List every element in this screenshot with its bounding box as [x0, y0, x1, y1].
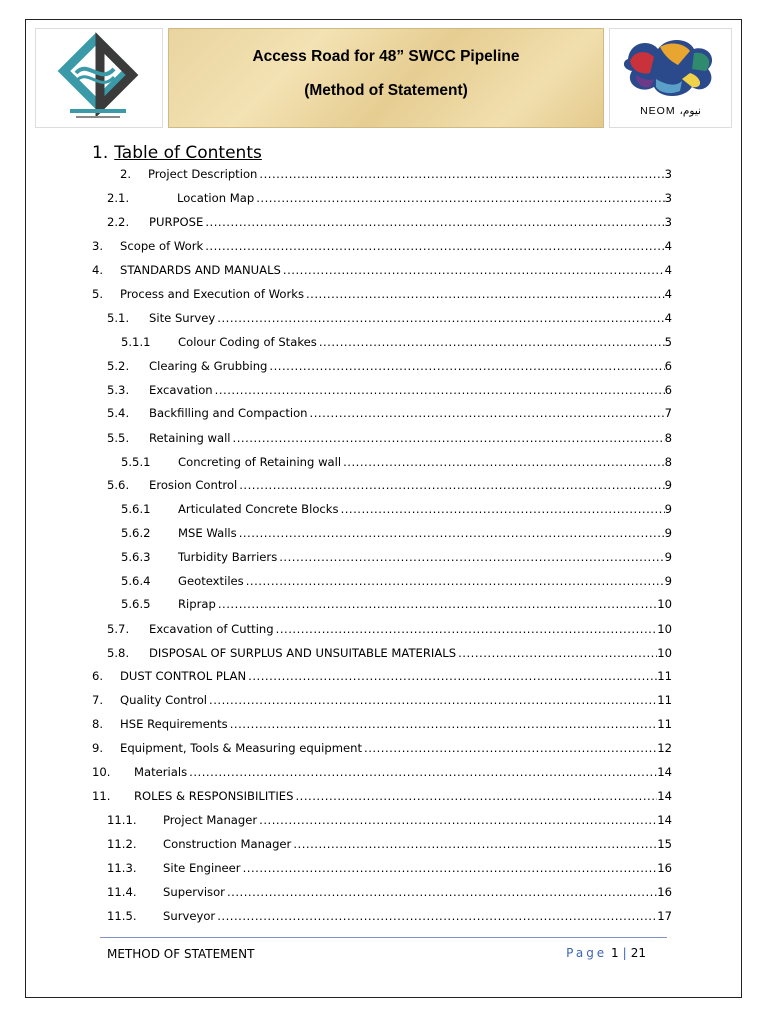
toc-leader-dots	[227, 884, 657, 900]
toc-entry-label: Site Engineer	[163, 861, 241, 875]
toc-entry[interactable]	[92, 358, 672, 374]
toc-entry-page: 11	[657, 693, 672, 707]
toc-entry-page: 4	[664, 287, 672, 301]
toc-entry[interactable]	[92, 621, 672, 637]
toc-leader-dots	[310, 405, 665, 421]
toc-entry-number: 5.3.	[107, 383, 130, 397]
toc-entry-page: 8	[664, 431, 672, 445]
toc-leader-dots	[269, 358, 664, 374]
title-banner	[168, 28, 604, 128]
toc-entry-page: 6	[664, 359, 672, 373]
toc-leader-dots	[341, 501, 665, 517]
toc-entry-label: Riprap	[178, 597, 216, 611]
toc-entry-number: 5.6.1	[121, 502, 151, 516]
toc-leader-dots	[239, 525, 665, 541]
toc-entry-label: Colour Coding of Stakes	[178, 335, 317, 349]
toc-entry-label: Location Map	[177, 191, 255, 205]
toc-entry-page: 10	[657, 646, 672, 660]
toc-entry[interactable]	[92, 884, 672, 900]
toc-leader-dots	[458, 645, 657, 661]
footer-divider	[100, 937, 667, 938]
toc-entry-page: 14	[657, 813, 672, 827]
toc-entry-page: 4	[664, 239, 672, 253]
toc-entry-page: 9	[664, 502, 672, 516]
toc-leader-dots	[205, 238, 664, 254]
toc-entry[interactable]	[92, 668, 672, 684]
toc-entry-label: Surveyor	[163, 909, 216, 923]
toc-leader-dots	[259, 812, 657, 828]
toc-entry[interactable]	[92, 692, 672, 708]
toc-entry-label: HSE Requirements	[120, 717, 228, 731]
toc-entry[interactable]	[92, 525, 672, 541]
toc-leader-dots	[239, 477, 664, 493]
toc-entry-number: 5.6.	[107, 478, 130, 492]
toc-entry-page: 7	[664, 406, 672, 420]
footer-page-word: Page	[566, 946, 608, 960]
toc-entry-page: 15	[657, 837, 672, 851]
toc-entry-page: 9	[664, 574, 672, 588]
document-title: Access Road for 48” SWCC Pipeline	[252, 48, 520, 65]
toc-entry-label: Retaining wall	[149, 431, 231, 445]
neom-logo-text: NEOM ،نيوم	[640, 105, 701, 117]
toc-leader-dots	[230, 716, 658, 732]
toc-entry[interactable]	[92, 812, 672, 828]
neom-logo	[609, 28, 732, 128]
toc-entry-number: 2.	[120, 167, 132, 181]
toc-leader-dots	[364, 740, 657, 756]
toc-entry[interactable]	[92, 286, 672, 302]
toc-entry-label: Erosion Control	[149, 478, 238, 492]
toc-entry-label: Articulated Concrete Blocks	[178, 502, 339, 516]
neom-logo-icon	[610, 29, 731, 103]
toc-entry-label: Concreting of Retaining wall	[178, 455, 342, 469]
toc-entry-page: 3	[664, 167, 672, 181]
toc-entry[interactable]	[92, 262, 672, 278]
toc-entry-page: 3	[664, 215, 672, 229]
toc-entry[interactable]	[92, 740, 672, 756]
toc-entry-number: 11.4.	[107, 885, 137, 899]
toc-entry-page: 10	[657, 622, 672, 636]
toc-entry[interactable]	[92, 836, 672, 852]
toc-leader-dots	[189, 764, 657, 780]
toc-entry-number: 5.1.	[107, 311, 130, 325]
toc-entry-page: 6	[664, 383, 672, 397]
toc-leader-dots	[293, 836, 657, 852]
footer-page-indicator	[566, 946, 646, 960]
footer-document-label: METHOD OF STATEMENT	[107, 947, 255, 961]
toc-entry-label: DISPOSAL OF SURPLUS AND UNSUITABLE MATERIALS	[149, 646, 457, 660]
toc-entry-label: Supervisor	[163, 885, 225, 899]
toc-entry-page: 11	[657, 669, 672, 683]
toc-entry[interactable]	[92, 908, 672, 924]
toc-entry-number: 11.1.	[107, 813, 137, 827]
toc-entry-label: Turbidity Barriers	[178, 550, 278, 564]
toc-entry[interactable]	[92, 596, 672, 612]
toc-leader-dots	[343, 454, 665, 470]
toc-entry-number: 4.	[92, 263, 104, 277]
toc-entry-page: 9	[664, 550, 672, 564]
document-subtitle: (Method of Statement)	[304, 82, 468, 99]
toc-leader-dots	[319, 334, 665, 350]
toc-entry-page: 4	[664, 263, 672, 277]
toc-entry[interactable]	[92, 405, 672, 421]
toc-entry-page: 5	[664, 335, 672, 349]
toc-leader-dots	[205, 214, 664, 230]
toc-entry-label: Project Manager	[163, 813, 258, 827]
toc-leader-dots	[217, 310, 664, 326]
toc-entry[interactable]	[92, 501, 672, 517]
toc-entry-number: 3.	[92, 239, 104, 253]
toc-entry-number: 11.5.	[107, 909, 137, 923]
toc-entry-number: 11.	[92, 789, 111, 803]
toc-entry-number: 5.4.	[107, 406, 130, 420]
toc-entry-number: 5.6.3	[121, 550, 151, 564]
toc-entry-page: 16	[657, 861, 672, 875]
toc-entry-number: 5.6.2	[121, 526, 151, 540]
toc-entry-label: Scope of Work	[120, 239, 204, 253]
toc-entry-label: STANDARDS AND MANUALS	[120, 263, 281, 277]
toc-entry-label: MSE Walls	[178, 526, 237, 540]
toc-entry[interactable]	[92, 477, 672, 493]
toc-entry-page: 11	[657, 717, 672, 731]
toc-entry-page: 14	[657, 789, 672, 803]
toc-leader-dots	[217, 908, 657, 924]
toc-entry-number: 5.	[92, 287, 104, 301]
toc-entry-number: 10.	[92, 765, 111, 779]
toc-leader-dots	[246, 573, 665, 589]
toc-leader-dots	[259, 166, 664, 182]
toc-entry-label: Geotextiles	[178, 574, 244, 588]
toc-entry-number: 9.	[92, 741, 104, 755]
company-logo	[35, 28, 163, 128]
toc-entry[interactable]	[92, 310, 672, 326]
toc-entry[interactable]	[92, 214, 672, 230]
toc-entry[interactable]	[92, 454, 672, 470]
toc-entry-number: 2.2.	[107, 215, 130, 229]
toc-leader-dots	[218, 596, 657, 612]
toc-leader-dots	[256, 190, 664, 206]
toc-entry-label: PURPOSE	[149, 215, 204, 229]
toc-entry-number: 5.5.1	[121, 455, 151, 469]
toc-entry-number: 7.	[92, 693, 104, 707]
toc-entry-label: DUST CONTROL PLAN	[120, 669, 247, 683]
toc-entry-number: 5.8.	[107, 646, 130, 660]
toc-entry[interactable]	[92, 573, 672, 589]
toc-entry-number: 2.1.	[107, 191, 130, 205]
toc-leader-dots	[306, 286, 665, 302]
toc-entry[interactable]	[92, 764, 672, 780]
footer-total-pages: 21	[630, 946, 646, 960]
toc-heading-number: 1.	[92, 143, 109, 163]
toc-leader-dots	[215, 382, 665, 398]
toc-entry[interactable]	[92, 860, 672, 876]
toc-entry-number: 11.2.	[107, 837, 137, 851]
toc-entry-label: Site Survey	[149, 311, 216, 325]
toc-leader-dots	[243, 860, 658, 876]
toc-entry-page: 8	[664, 455, 672, 469]
toc-entry-page: 12	[657, 741, 672, 755]
toc-entry-label: Project Description	[148, 167, 258, 181]
toc-entry[interactable]	[92, 334, 672, 350]
toc-entry-page: 17	[657, 909, 672, 923]
toc-entry-label: Excavation of Cutting	[149, 622, 274, 636]
toc-entry[interactable]	[92, 238, 672, 254]
toc-entry[interactable]	[92, 549, 672, 565]
footer-separator: |	[622, 946, 627, 960]
toc-leader-dots	[283, 262, 665, 278]
toc-entry-label: Quality Control	[120, 693, 208, 707]
toc-entry-label: Construction Manager	[163, 837, 292, 851]
toc-entry-label: Clearing & Grubbing	[149, 359, 268, 373]
toc-entry[interactable]	[92, 190, 672, 206]
toc-entry-page: 9	[664, 526, 672, 540]
toc-entry[interactable]	[92, 166, 672, 182]
toc-entry-page: 16	[657, 885, 672, 899]
toc-entry-page: 3	[664, 191, 672, 205]
toc-leader-dots	[233, 430, 665, 446]
toc-entry-label: Backfilling and Compaction	[149, 406, 308, 420]
toc-entry[interactable]	[92, 430, 672, 446]
toc-leader-dots	[276, 621, 658, 637]
toc-entry-label: Materials	[134, 765, 188, 779]
toc-entry-label: ROLES & RESPONSIBILITIES	[134, 789, 294, 803]
toc-leader-dots	[295, 788, 657, 804]
toc-entry-number: 5.2.	[107, 359, 130, 373]
toc-entry-number: 6.	[92, 669, 104, 683]
toc-entry-number: 5.6.5	[121, 597, 151, 611]
toc-entry[interactable]	[92, 788, 672, 804]
toc-entry[interactable]	[92, 382, 672, 398]
toc-heading	[92, 143, 262, 163]
toc-entry[interactable]	[92, 645, 672, 661]
toc-entry-page: 14	[657, 765, 672, 779]
toc-entry-label: Excavation	[149, 383, 213, 397]
toc-leader-dots	[279, 549, 664, 565]
toc-entry-number: 5.7.	[107, 622, 130, 636]
toc-entry-number: 5.6.4	[121, 574, 151, 588]
toc-entry-label: Equipment, Tools & Measuring equipment	[120, 741, 363, 755]
toc-entry-number: 5.5.	[107, 431, 130, 445]
toc-entry[interactable]	[92, 716, 672, 732]
toc-entry-page: 10	[657, 597, 672, 611]
toc-entry-page: 4	[664, 311, 672, 325]
toc-entry-number: 5.1.1	[121, 335, 151, 349]
toc-leader-dots	[248, 668, 657, 684]
toc-entry-number: 8.	[92, 717, 104, 731]
toc-leader-dots	[209, 692, 657, 708]
toc-entry-page: 9	[664, 478, 672, 492]
toc-entry-label: Process and Execution of Works	[120, 287, 304, 301]
toc-entry-number: 11.3.	[107, 861, 137, 875]
company-diamond-logo-icon	[36, 29, 162, 127]
toc-heading-label: Table of Contents	[114, 143, 262, 163]
footer-page-number: 1	[611, 946, 619, 960]
